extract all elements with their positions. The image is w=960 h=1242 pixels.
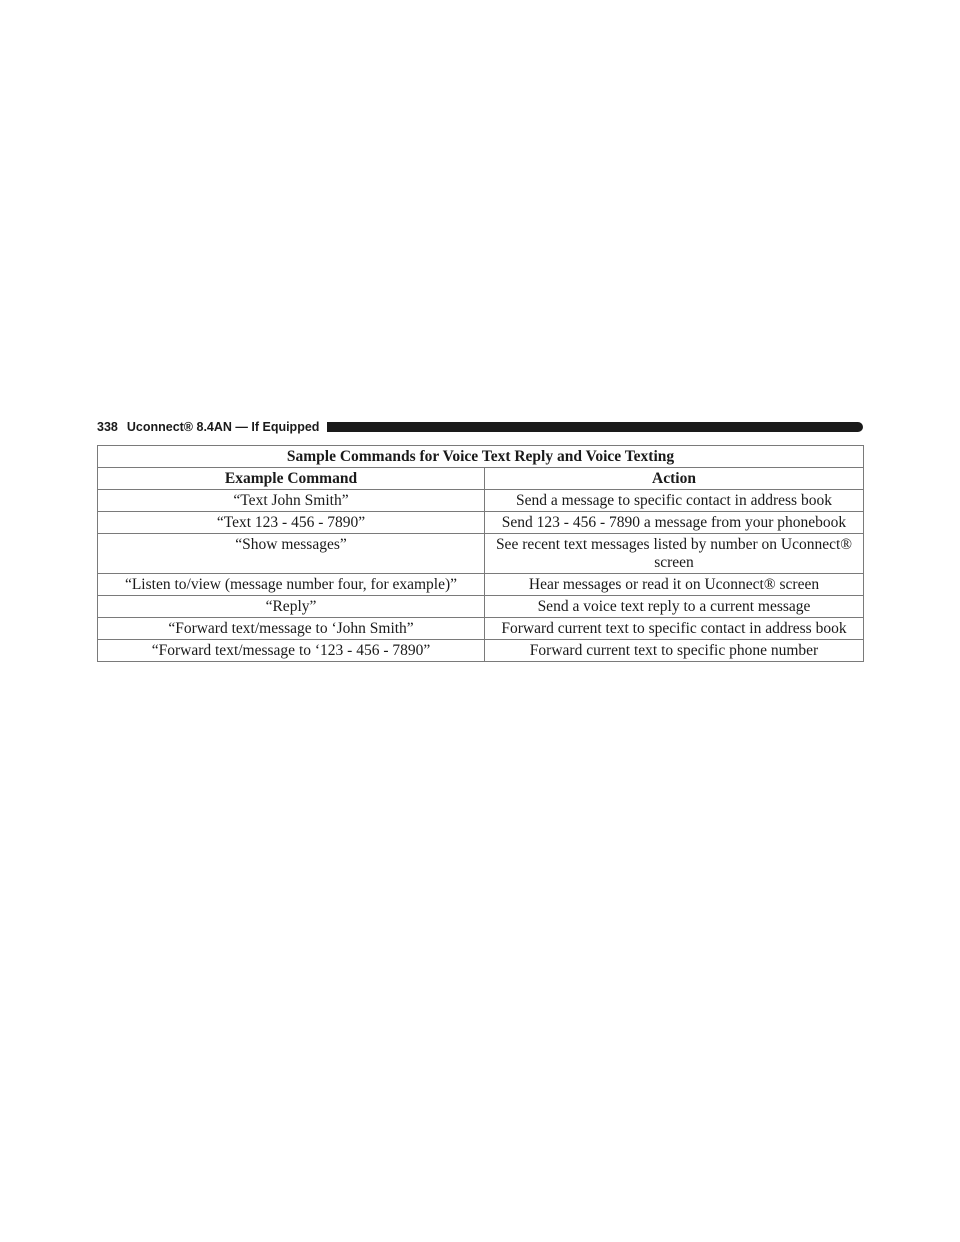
table-header-row bbox=[98, 468, 864, 490]
command-cell: “Text John Smith” bbox=[98, 490, 485, 512]
action-cell: Send a message to specific contact in address book bbox=[485, 490, 864, 512]
action-cell: Forward current text to specific contact in address book bbox=[485, 618, 864, 640]
table-row bbox=[98, 534, 864, 574]
command-cell: “Text 123 - 456 - 7890” bbox=[98, 512, 485, 534]
command-cell: “Forward text/message to ‘123 - 456 - 7890” bbox=[98, 640, 485, 662]
command-cell: “Forward text/message to ‘John Smith” bbox=[98, 618, 485, 640]
voice-commands-table bbox=[97, 445, 864, 662]
table-row bbox=[98, 596, 864, 618]
action-cell: Hear messages or read it on Uconnect® screen bbox=[485, 574, 864, 596]
page-number: 338 bbox=[97, 420, 118, 434]
action-cell: Forward current text to specific phone number bbox=[485, 640, 864, 662]
action-cell: See recent text messages listed by number on Uconnect® screen bbox=[485, 534, 864, 574]
column-header-example-command: Example Command bbox=[98, 468, 485, 490]
command-cell: “Show messages” bbox=[98, 534, 485, 574]
command-cell: “Listen to/view (message number four, for example)” bbox=[98, 574, 485, 596]
action-cell: Send 123 - 456 - 7890 a message from your phonebook bbox=[485, 512, 864, 534]
table-row bbox=[98, 640, 864, 662]
table-row bbox=[98, 618, 864, 640]
table-row bbox=[98, 490, 864, 512]
table-title-row bbox=[98, 446, 864, 468]
table-row bbox=[98, 574, 864, 596]
table-title: Sample Commands for Voice Text Reply and Voice Texting bbox=[98, 446, 864, 468]
command-cell: “Reply” bbox=[98, 596, 485, 618]
header-rule bbox=[327, 422, 863, 432]
column-header-action: Action bbox=[485, 468, 864, 490]
table-row bbox=[98, 512, 864, 534]
action-cell: Send a voice text reply to a current message bbox=[485, 596, 864, 618]
section-title: Uconnect® 8.4AN — If Equipped bbox=[126, 420, 320, 434]
page-header bbox=[97, 419, 863, 435]
